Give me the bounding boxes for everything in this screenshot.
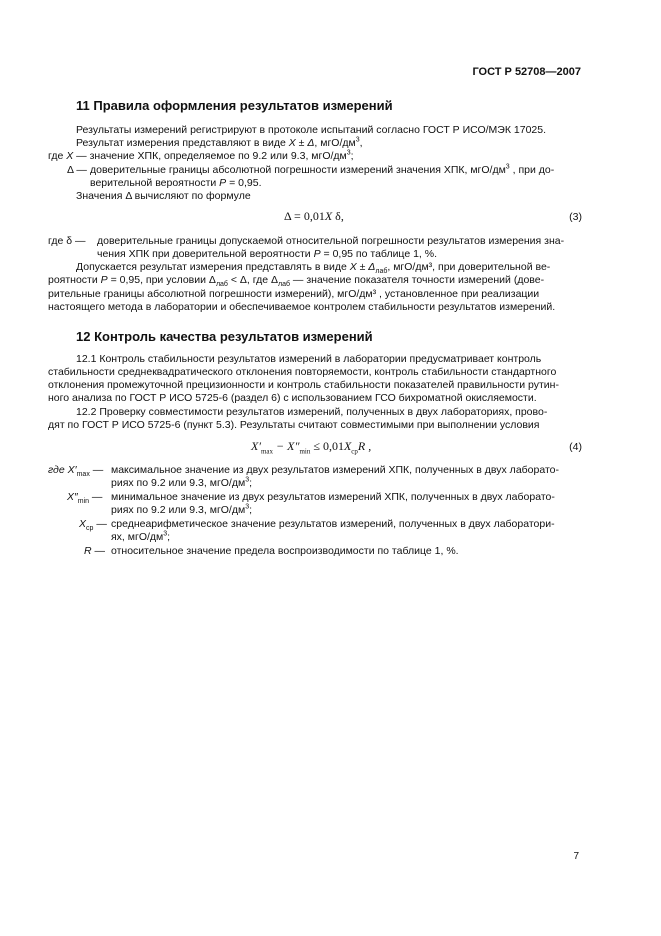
symbol: X: [66, 150, 74, 162]
subscript: лаб: [375, 268, 388, 276]
definition-delta-symbol: Δ —: [67, 164, 87, 176]
text-span: Значения: [76, 190, 126, 202]
paragraph-text: [76, 137, 363, 150]
text-span: , мгО/дм³, при доверительной ве-: [387, 261, 551, 273]
symbol: − X″: [273, 439, 300, 453]
symbol: X: [324, 209, 333, 223]
section-11-title: 11 Правила оформления результатов измерений: [76, 98, 393, 113]
symbol: Δ: [125, 190, 132, 202]
definition-line: максимальное значение из двух результатов измерений ХПК, полученных в двух лаборато-: [111, 464, 559, 476]
paragraph-text: ного анализа по ГОСТ Р ИСО 5725-6 (раздел 6) с использованием ГСО бихроматной окисляемости.: [48, 392, 537, 404]
text-span: —: [89, 491, 103, 503]
definition-delta-rel-symbol: где δ —: [48, 235, 86, 247]
symbol: X: [343, 439, 352, 453]
definition-delta-line: [90, 177, 262, 190]
subscript: лаб: [278, 281, 291, 289]
symbol: где X′: [48, 464, 77, 476]
formula-span: δ,: [332, 209, 344, 223]
subscript: max: [76, 471, 90, 479]
superscript: 3: [346, 149, 351, 157]
text-span: где: [48, 150, 67, 162]
definition-line: доверительные границы допускаемой относительной погрешности результатов измерения зна-: [97, 235, 565, 247]
formula-3-number: (3): [569, 211, 582, 223]
paragraph-text: 12.1 Контроль стабильности результатов измерений в лаборатории предусматривает контроль: [76, 353, 542, 365]
text-span: ;: [167, 531, 171, 543]
text-span: < Δ, где Δ: [227, 274, 279, 286]
definition-xcp-symbol: [79, 518, 107, 531]
symbol: R: [357, 439, 366, 453]
text-span: —: [89, 464, 104, 476]
text-span: —: [93, 518, 107, 530]
page-number: 7: [573, 851, 579, 862]
definition-xmin-symbol: [67, 491, 102, 504]
paragraph-text: [76, 190, 251, 203]
formula-3: [284, 209, 344, 224]
symbol: X: [79, 518, 87, 530]
text-span: — значение ХПК, определяемое по 9.2 или 9.3, мгО/дм: [73, 150, 347, 162]
formula-span: Δ = 0,01: [284, 209, 325, 223]
text-span: , при до-: [509, 164, 555, 176]
definition-line: [111, 504, 252, 517]
definition-line: [111, 531, 170, 544]
definition-r-symbol: [84, 545, 105, 558]
definition-line: [111, 477, 252, 490]
subscript: min: [299, 447, 311, 456]
formula-span: ,: [365, 439, 372, 453]
superscript: 3: [245, 476, 250, 484]
formula-span: ≤ 0,01: [310, 439, 344, 453]
superscript: 3: [163, 530, 168, 538]
text-span: роятности: [48, 274, 101, 286]
text-span: ,: [359, 137, 363, 149]
formula-span: X ± Δ: [288, 137, 315, 149]
paragraph-text: дят по ГОСТ Р ИСО 5725-6 (пункт 5.3). Результаты считают совместимыми при выполнении условия: [48, 419, 540, 431]
text-span: верительной вероятности: [90, 177, 220, 189]
formula-4-number: (4): [569, 441, 582, 453]
symbol: P: [100, 274, 108, 286]
superscript: 3: [245, 503, 250, 511]
text-span: ях, мгО/дм: [111, 531, 164, 543]
definition-x: [48, 150, 354, 163]
subscript: ср: [86, 525, 94, 533]
text-span: доверительные границы абсолютной погрешности измерений значения ХПК, мгО/дм: [90, 164, 506, 176]
subscript: лаб: [215, 281, 228, 289]
text-span: — значение показателя точности измерений (дове-: [290, 274, 545, 286]
formula-span: X ± Δ: [349, 261, 376, 273]
definition-line: [97, 248, 437, 261]
paragraph-text: [48, 274, 544, 287]
text-span: Результат измерения представляют в виде: [76, 137, 289, 149]
text-span: риях по 9.2 или 9.3, мгО/дм: [111, 477, 246, 489]
definition-line: относительное значение предела воспроизводимости по таблице 1, %.: [111, 545, 459, 557]
document-id: ГОСТ Р 52708—2007: [472, 66, 581, 78]
definition-delta-line: [90, 164, 554, 177]
symbol: X″: [67, 491, 78, 503]
subscript: max: [260, 447, 274, 456]
paragraph-text: отклонения промежуточной прецизионности и контроль стабильности показателей правильности рутин-: [48, 379, 559, 391]
definition-line: среднеарифметическое значение результатов измерений, полученных в двух лаборатори-: [111, 518, 555, 530]
text-span: = 0,95 по таблице 1, %.: [320, 248, 438, 260]
text-span: = 0,95, при условии Δ: [107, 274, 216, 286]
paragraph-text: 12.2 Проверку совместимости результатов измерений, полученных в двух лабораториях, прово-: [76, 406, 548, 418]
text-span: риях по 9.2 или 9.3, мгО/дм: [111, 504, 246, 516]
paragraph-text: настоящего метода в лаборатории и обеспечиваемое контролем стабильности результатов измерений.: [48, 301, 556, 313]
symbol: P: [219, 177, 227, 189]
symbol: R: [84, 545, 92, 557]
text-span: = 0,95.: [226, 177, 262, 189]
paragraph-text: стабильности среднеквадратического отклонения повторяемости, контроль стабильности стандартного: [48, 366, 557, 378]
text-span: , мгО/дм: [314, 137, 356, 149]
superscript: 3: [355, 136, 360, 144]
text-span: вычисляют по формуле: [131, 190, 251, 202]
text-span: ;: [249, 504, 253, 516]
symbol: X′: [251, 439, 261, 453]
section-12-title: 12 Контроль качества результатов измерений: [76, 329, 373, 344]
formula-4: [251, 439, 371, 454]
text-span: чения ХПК при доверительной вероятности: [97, 248, 314, 260]
paragraph-text: рительные границы абсолютной погрешности измерений), мгО/дм³ , установленное при реализации: [48, 288, 540, 300]
superscript: 3: [505, 163, 510, 171]
subscript: min: [77, 498, 90, 506]
text-span: ;: [249, 477, 253, 489]
definition-line: минимальное значение из двух результатов измерений ХПК, полученных в двух лаборато-: [111, 491, 555, 503]
text-span: ;: [350, 150, 354, 162]
text-span: —: [91, 545, 106, 557]
paragraph-text: [76, 261, 550, 274]
symbol: P: [313, 248, 321, 260]
paragraph-text: Результаты измерений регистрируют в протоколе испытаний согласно ГОСТ Р ИСО/МЭК 17025.: [76, 124, 547, 136]
definition-xmax-symbol: [48, 464, 103, 477]
text-span: Допускается результат измерения представлять в виде: [76, 261, 350, 273]
subscript: ср: [351, 447, 358, 456]
